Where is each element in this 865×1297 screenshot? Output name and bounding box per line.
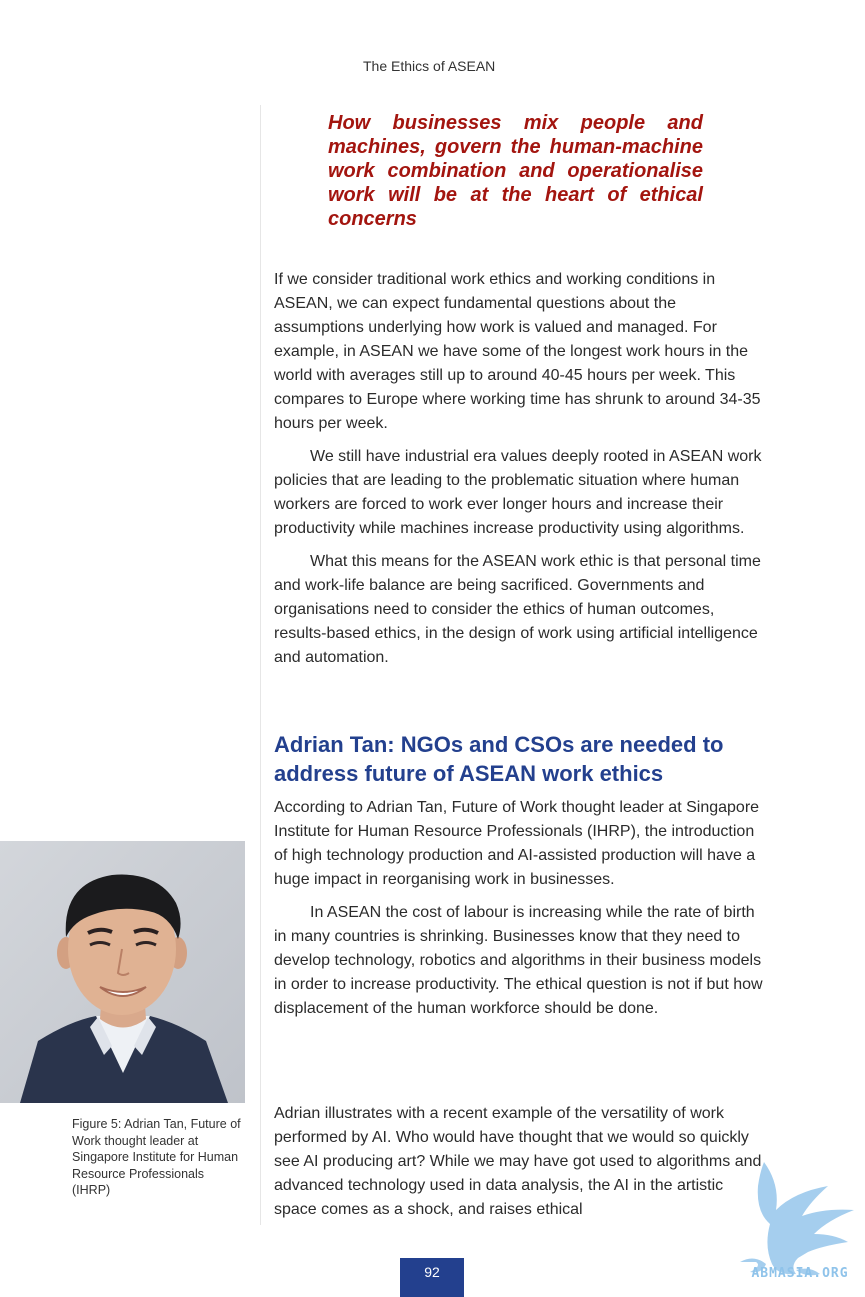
section-heading: Adrian Tan: NGOs and CSOs are needed to address future of ASEAN work ethics <box>274 732 724 786</box>
body-paragraph: According to Adrian Tan, Future of Work thought leader at Singapore Institute for Human Resource Professionals (IHRP), the introduction of high technology production and AI-assisted production will have a huge impact in reorganising work in businesses. <box>274 799 760 888</box>
body-text-block <box>274 796 764 1021</box>
body-paragraph: If we consider traditional work ethics and working conditions in ASEAN, we can expect fundamental questions about the assumptions underlying how work is valued and managed. For example, in ASEAN we have some of the longest work hours in the world with averages still up to around 40-45 hours per week. This compares to Europe where working time has shrunk to around 34-35 hours per week. <box>274 271 761 432</box>
body-paragraph: What this means for the ASEAN work ethic is that personal time and work-life balance are being sacrificed. Governments and organisations need to consider the ethics of human outcomes, results-based ethics, in the design of work using artificial intelligence and automation. <box>274 553 761 666</box>
body-text-block <box>274 1102 764 1222</box>
page-number: 92 <box>400 1258 464 1297</box>
watermark-text: ABMASIA.ORG <box>751 1266 849 1281</box>
body-paragraph: We still have industrial era values deeply rooted in ASEAN work policies that are leading to the problematic situation where human workers are forced to work ever longer hours and increase their productivity while machines increase productivity using algorithms. <box>274 448 762 537</box>
portrait-photo <box>0 841 245 1103</box>
body-paragraph: In ASEAN the cost of labour is increasing while the rate of birth in many countries is shrinking. Businesses know that they need to develop technology, robotics and algorithms in their business models in order to increase productivity. The ethical question is not if but how displacement of the human workforce should be done. <box>274 904 763 1017</box>
running-header-title: The Ethics of ASEAN <box>363 58 496 74</box>
body-paragraph: Adrian illustrates with a recent example of the versatility of work performed by AI. Who would have thought that we would so quickly see AI producing art? While we may have got used to algorithms and advanced technology used in data analysis, the AI in the artistic space comes as a shock, and raises ethical <box>274 1105 762 1218</box>
figure-caption: Figure 5: Adrian Tan, Future of Work thought leader at Singapore Institute for Human Resource Professionals (IHRP) <box>72 1117 241 1197</box>
pull-quote: How businesses mix people and machines, govern the human-machine work combination and operationalise work will be at the heart of ethical concerns <box>328 112 703 230</box>
column-divider <box>260 105 261 1225</box>
body-text-block <box>274 268 764 670</box>
